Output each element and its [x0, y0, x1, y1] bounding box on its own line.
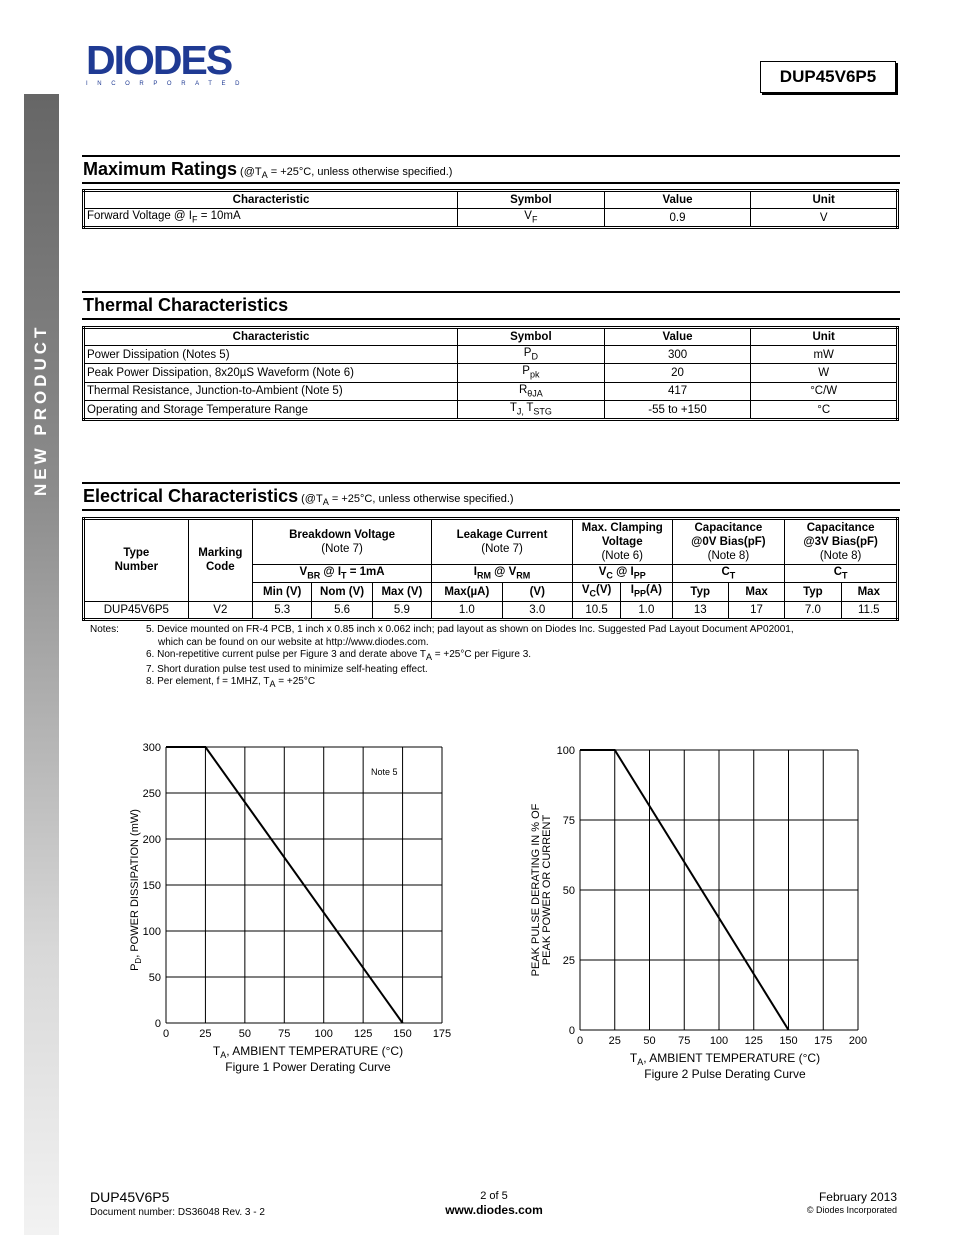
col-header: Nom (V)	[312, 583, 372, 601]
vbr-nom-cell: 5.6	[312, 601, 372, 619]
x-axis-label: $T_A$, AMBIENT TEMPERATURE (°C)	[212, 1044, 404, 1060]
electrical-header	[82, 482, 900, 511]
vbr-max-cell: 5.9	[372, 601, 431, 619]
note-5: 5. Device mounted on FR-4 PCB, 1 inch x 0.85 inch x 0.062 inch; pad layout as shown on Diodes Inc. Suggested Pad Layout Document AP02001,	[146, 624, 794, 635]
y-tick-label: 25	[562, 955, 575, 967]
marking-cell: V2	[188, 601, 252, 619]
section-condition: ($@T_A = +25^\circ C$, unless otherwise specified.)	[301, 493, 514, 508]
table-header-row	[84, 519, 898, 565]
bv-condition: $V_{BR}$ @ $I_T = 1mA$	[253, 565, 432, 583]
thermal-header	[82, 291, 900, 320]
note-6: 6. Non-repetitive current pulse per Figure 3 and derate above $T_A = +25^\circ C$ per Figure 3.	[146, 649, 532, 662]
table-header-row	[84, 191, 898, 209]
vbr-min-cell: 5.3	[253, 601, 312, 619]
table-row	[84, 382, 898, 400]
section-condition: ($@T_A = +25^\circ C$, unless otherwise specified.)	[240, 166, 453, 181]
footer-website[interactable]: www.diodes.com	[445, 1203, 543, 1217]
characteristic-cell: Power Dissipation (Notes 5)	[84, 346, 458, 364]
chart-title: Figure 2 Pulse Derating Curve	[644, 1067, 806, 1081]
table-row	[84, 364, 898, 382]
marking-code-header: Marking Code	[188, 519, 252, 602]
electrical-table	[82, 517, 899, 621]
logo-subtext: INCORPORATED	[86, 81, 250, 87]
footer-date: February 2013	[818, 1190, 897, 1204]
x-tick-label: 25	[199, 1028, 212, 1040]
ct0-condition: $C_T$	[672, 565, 785, 583]
footer-page: 2 of 5	[480, 1190, 508, 1202]
x-tick-label: 200	[848, 1035, 868, 1047]
x-tick-label: 150	[779, 1035, 798, 1047]
ir-condition: $I_{RM}$ @ $V_{RM}$	[432, 565, 573, 583]
value-cell: 417	[604, 382, 751, 400]
thermal-table	[82, 326, 899, 421]
notes-label: Notes:	[90, 624, 119, 635]
breakdown-header: Breakdown Voltage (Note 7)	[253, 519, 432, 565]
col-header: Max	[841, 583, 897, 601]
y-tick-label: 250	[142, 788, 161, 800]
x-tick-label: 100	[314, 1028, 333, 1040]
ct3-typ-cell: 7.0	[785, 601, 841, 619]
x-tick-label: 150	[393, 1028, 412, 1040]
clamping-header: Max. Clamping Voltage (Note 6)	[572, 519, 672, 565]
x-tick-label: 0	[576, 1035, 584, 1047]
x-tick-label: 75	[278, 1028, 291, 1040]
col-header: Max	[728, 583, 784, 601]
vc-cell: 10.5	[572, 601, 620, 619]
x-tick-label: 175	[432, 1028, 452, 1040]
characteristic-cell: Operating and Storage Temperature Range	[84, 400, 458, 419]
table-row	[84, 601, 898, 619]
diodes-logo	[84, 38, 259, 88]
characteristic-cell: Peak Power Dissipation, 8x20µS Waveform (Note 6)	[84, 364, 458, 382]
x-axis-label: $T_A$, AMBIENT TEMPERATURE (°C)	[629, 1051, 821, 1067]
unit-cell: °C	[751, 400, 898, 419]
power-derating-chart	[110, 735, 470, 1080]
x-tick-label: 25	[608, 1035, 621, 1047]
footer-doc-number: Document number: DS36048 Rev. 3 - 2	[90, 1207, 265, 1218]
col-header: $I_{PP}(A)$	[621, 583, 672, 601]
leakage-header: Leakage Current (Note 7)	[432, 519, 573, 565]
y-axis-label: $P_D$, POWER DISSIPATION (mW)	[129, 809, 143, 971]
ct3-condition: $C_T$	[785, 565, 898, 583]
characteristic-cell: Forward Voltage @ $I_F = 10mA$	[84, 209, 458, 228]
sidebar-label: NEW PRODUCT	[31, 323, 50, 496]
y-axis-label: PEAK PULSE DERATING IN % OFPEAK POWER OR CURRENT	[530, 803, 553, 977]
note-8: 8. Per element, f = 1MHZ, $T_A = +25^\circ C$	[146, 676, 316, 689]
col-header: Value	[604, 191, 751, 209]
table-header-row	[84, 328, 898, 346]
x-tick-label: 100	[709, 1035, 729, 1047]
ct3-max-cell: 11.5	[841, 601, 897, 619]
symbol-cell: $P_D$	[458, 346, 605, 364]
note-7: 7. Short duration pulse test used to minimize self-heating effect.	[146, 663, 428, 675]
col-header: Symbol	[458, 191, 605, 209]
logo-wordmark: DIODES	[86, 38, 232, 83]
y-axis-ticks	[557, 745, 575, 1037]
col-header: Value	[604, 328, 751, 346]
footer-part: DUP45V6P5	[90, 1189, 170, 1205]
ct0-max-cell: 17	[728, 601, 784, 619]
unit-cell: W	[751, 364, 898, 382]
unit-cell: V	[751, 209, 898, 228]
symbol-cell: $P_{pk}$	[458, 364, 605, 382]
table-row	[84, 209, 898, 228]
col-header: Max(µA)	[432, 583, 502, 601]
y-tick-label: 200	[142, 834, 161, 846]
y-axis-ticks	[143, 742, 161, 1030]
value-cell: 0.9	[604, 209, 751, 228]
value-cell: -55 to +150	[604, 400, 751, 419]
section-title: Electrical Characteristics	[83, 486, 299, 506]
symbol-cell: $T_{J,}$ $T_{STG}$	[458, 400, 605, 419]
max-ratings-table	[82, 189, 899, 229]
sidebar-band	[24, 94, 59, 1235]
col-header: Typ	[672, 583, 728, 601]
chart-annotation: Note 5	[371, 767, 398, 777]
irm-cell: 1.0	[432, 601, 502, 619]
pulse-derating-chart	[520, 740, 900, 1085]
value-cell: 300	[604, 346, 751, 364]
unit-cell: °C/W	[751, 382, 898, 400]
y-tick-label: 0	[154, 1018, 161, 1030]
x-axis-ticks	[577, 1035, 867, 1047]
col-header: Unit	[751, 191, 898, 209]
col-header: Min (V)	[253, 583, 312, 601]
table-row	[84, 400, 898, 419]
x-tick-label: 0	[162, 1028, 170, 1040]
x-axis-ticks	[163, 1028, 451, 1040]
table-row	[84, 346, 898, 364]
type-number-cell: DUP45V6P5	[84, 601, 189, 619]
col-header: (V)	[502, 583, 572, 601]
col-header: $V_C(V)$	[572, 583, 620, 601]
x-tick-label: 175	[814, 1035, 833, 1047]
unit-cell: mW	[751, 346, 898, 364]
vrm-cell: 3.0	[502, 601, 572, 619]
chart-grid	[580, 750, 858, 1030]
col-header: Characteristic	[84, 191, 458, 209]
section-title: Thermal Characteristics	[83, 295, 289, 315]
y-tick-label: 0	[568, 1025, 575, 1037]
footer-copyright: © Diodes Incorporated	[806, 1205, 897, 1215]
x-tick-label: 75	[678, 1035, 691, 1047]
characteristic-cell: Thermal Resistance, Junction-to-Ambient (Note 5)	[84, 382, 458, 400]
y-tick-label: 300	[142, 742, 161, 754]
x-tick-label: 50	[238, 1028, 251, 1040]
x-tick-label: 50	[643, 1035, 656, 1047]
y-tick-label: 50	[562, 885, 575, 897]
x-tick-label: 125	[353, 1028, 373, 1040]
part-number-box: DUP45V6P5	[760, 61, 896, 93]
y-tick-label: 100	[556, 745, 575, 757]
y-tick-label: 150	[142, 880, 161, 892]
symbol-cell: $V_F$	[458, 209, 605, 228]
vc-condition: $V_C$ @ $I_{PP}$	[572, 565, 672, 583]
chart-title: Figure 1 Power Derating Curve	[225, 1060, 391, 1074]
x-tick-label: 125	[744, 1035, 763, 1047]
symbol-cell: $R_{\theta JA}$	[458, 382, 605, 400]
y-tick-label: 75	[562, 815, 575, 827]
col-header: Max (V)	[372, 583, 431, 601]
y-tick-label: 100	[142, 926, 161, 938]
value-cell: 20	[604, 364, 751, 382]
section-title: Maximum Ratings	[83, 159, 238, 179]
col-header: Characteristic	[84, 328, 458, 346]
y-tick-label: 50	[148, 972, 161, 984]
note-5-cont: which can be found on our website at http://www.diodes.com.	[158, 636, 429, 648]
col-header: Unit	[751, 328, 898, 346]
type-number-header: Type Number	[84, 519, 189, 602]
cap3-header: Capacitance @3V Bias(pF) (Note 8)	[785, 519, 898, 565]
max-ratings-header	[82, 155, 900, 184]
col-header: Typ	[785, 583, 841, 601]
ct0-typ-cell: 13	[672, 601, 728, 619]
cap0-header: Capacitance @0V Bias(pF) (Note 8)	[672, 519, 785, 565]
ipp-cell: 1.0	[621, 601, 672, 619]
col-header: Symbol	[458, 328, 605, 346]
